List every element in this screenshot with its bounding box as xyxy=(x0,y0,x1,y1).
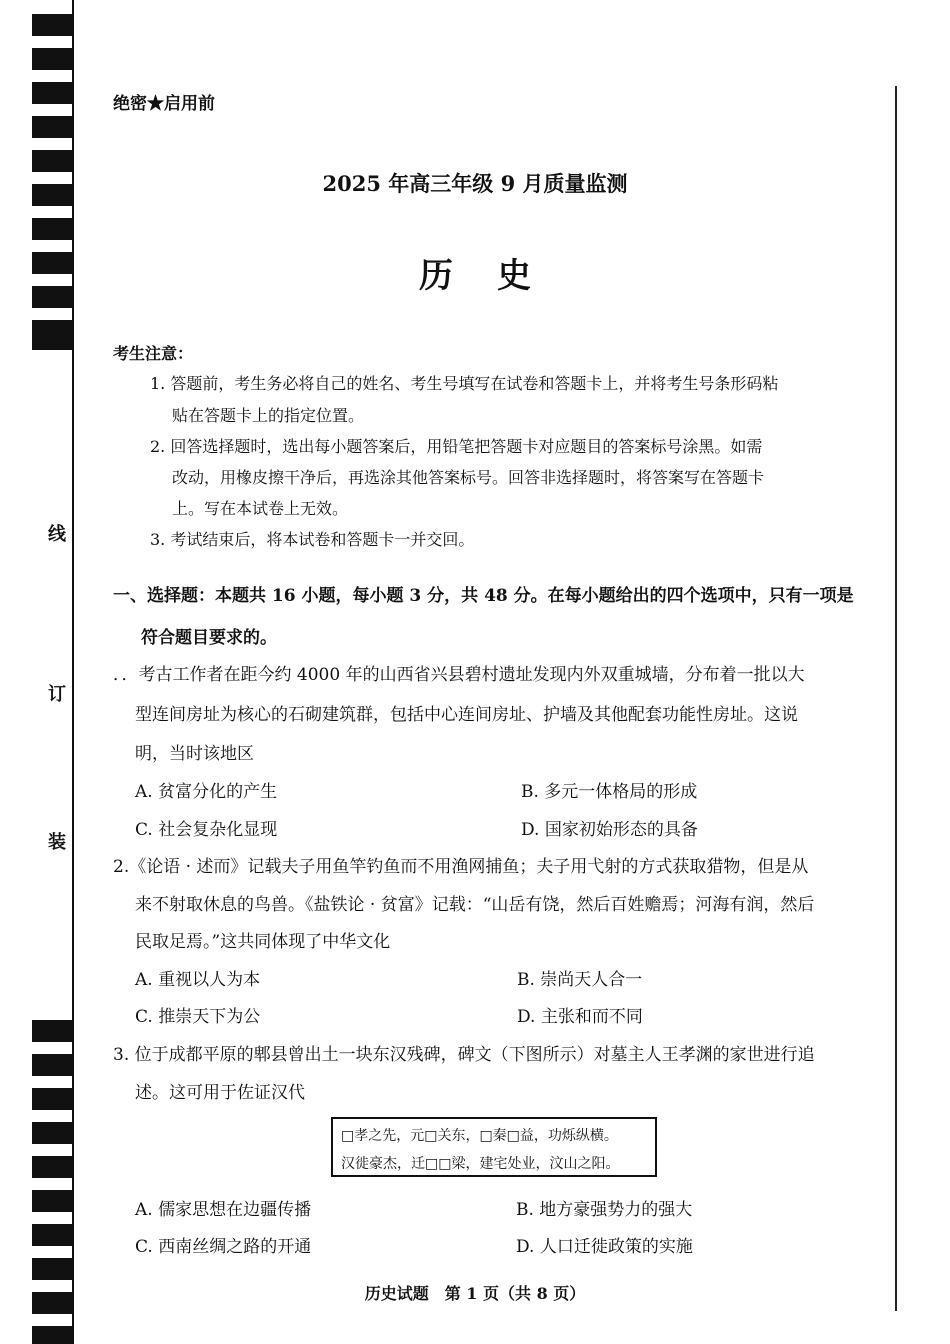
margin-bar xyxy=(32,1054,72,1076)
margin-rule xyxy=(72,0,74,1344)
margin-bar xyxy=(32,320,72,350)
question-2-option-d: D. 主张和而不同 xyxy=(517,1007,643,1027)
notice-line: 1. 答题前，考生务必将自己的姓名、考生号填写在试卷和答题卡上，并将考生号条形码粘 xyxy=(150,374,779,393)
question-3-option-a: A. 儒家思想在边疆传播 xyxy=(135,1200,312,1220)
question-1-stem: 明，当时该地区 xyxy=(135,744,254,764)
question-2-stem: 民取足焉。”这共同体现了中华文化 xyxy=(135,932,391,952)
question-3-stem: 述。这可用于佐证汉代 xyxy=(135,1083,305,1103)
bind-char-staple: 订 xyxy=(48,684,66,705)
margin-bar xyxy=(32,1122,72,1144)
question-1-stem: 型连间房址为核心的石砌建筑群，包括中心连间房址、护墙及其他配套功能性房址。这说 xyxy=(135,705,798,725)
notice-heading: 考生注意： xyxy=(113,344,194,363)
question-1-option-c: C. 社会复杂化显现 xyxy=(135,820,278,840)
notice-line: 3. 考试结束后，将本试卷和答题卡一并交回。 xyxy=(150,530,475,549)
notice-line: 贴在答题卡上的指定位置。 xyxy=(172,406,365,425)
question-1-option-b: B. 多元一体格局的形成 xyxy=(521,782,698,802)
question-3-option-b: B. 地方豪强势力的强大 xyxy=(516,1200,693,1220)
section-heading-cont: 符合题目要求的。 xyxy=(141,628,277,648)
bind-char-bind: 装 xyxy=(48,832,66,853)
binding-margin xyxy=(0,0,80,1344)
question-3-option-d: D. 人口迁徙政策的实施 xyxy=(516,1237,693,1257)
confidential-label: 绝密★启用前 xyxy=(113,94,215,114)
margin-bar xyxy=(32,1258,72,1280)
margin-bar xyxy=(32,14,72,36)
page-footer: 历史试题 第 1 页（共 8 页） xyxy=(364,1284,586,1303)
question-1-option-d: D. 国家初始形态的具备 xyxy=(521,820,698,840)
bind-char-line: 线 xyxy=(48,524,66,545)
inscription-line: 汉徙豪杰，迁□□梁，建宅处业，汶山之阳。 xyxy=(341,1156,620,1172)
question-2-stem: 来不射取休息的鸟兽。《盐铁论 · 贫富》记载：“山岳有饶，然后百姓赡焉；河海有润，然后 xyxy=(135,895,815,915)
question-3-stem: 3. 位于成都平原的郫县曾出土一块东汉残碑，碑文（下图所示）对墓主人王孝渊的家世进行追 xyxy=(113,1045,815,1065)
question-2-option-c: C. 推崇天下为公 xyxy=(135,1007,261,1027)
section-heading: 一、选择题：本题共 16 小题，每小题 3 分，共 48 分。在每小题给出的四个选项中，只有一项是 xyxy=(113,586,854,606)
inscription-line: □孝之先，元□关东，□秦□益，功烁纵横。 xyxy=(341,1128,618,1144)
margin-bar xyxy=(32,1190,72,1212)
notice-line: 上。写在本试卷上无效。 xyxy=(172,499,349,518)
notice-line: 2. 回答选择题时，选出每小题答案后，用铅笔把答题卡对应题目的答案标号涂黑。如需 xyxy=(150,437,763,456)
question-2-option-a: A. 重视以人为本 xyxy=(135,970,261,990)
question-1-stem: ．．考古工作者在距今约 4000 年的山西省兴县碧村遗址发现内外双重城墙，分布着一批以大 xyxy=(113,665,805,685)
margin-bar xyxy=(32,1326,72,1344)
inscription-box xyxy=(331,1117,657,1177)
notice-line: 改动，用橡皮擦干净后，再选涂其他答案标号。回答非选择题时，将答案写在答题卡 xyxy=(172,468,765,487)
margin-bar xyxy=(32,1156,72,1178)
margin-bar xyxy=(32,1020,72,1042)
question-2-stem: 2.《论语 · 述而》记载夫子用鱼竿钓鱼而不用渔网捕鱼；夫子用弋射的方式获取猎物，但是从 xyxy=(113,857,809,877)
question-1-option-a: A. 贫富分化的产生 xyxy=(135,782,278,802)
subject-title: 历史 xyxy=(419,256,575,296)
margin-bar xyxy=(32,116,72,138)
question-2-option-b: B. 崇尚天人合一 xyxy=(517,970,643,990)
question-3-option-c: C. 西南丝绸之路的开通 xyxy=(135,1237,312,1257)
margin-bar xyxy=(32,1088,72,1110)
margin-bar xyxy=(32,218,72,240)
margin-bar xyxy=(32,1224,72,1246)
exam-title: 2025 年高三年级 9 月质量监测 xyxy=(322,171,628,196)
margin-bar xyxy=(32,48,72,70)
margin-bar xyxy=(32,82,72,104)
